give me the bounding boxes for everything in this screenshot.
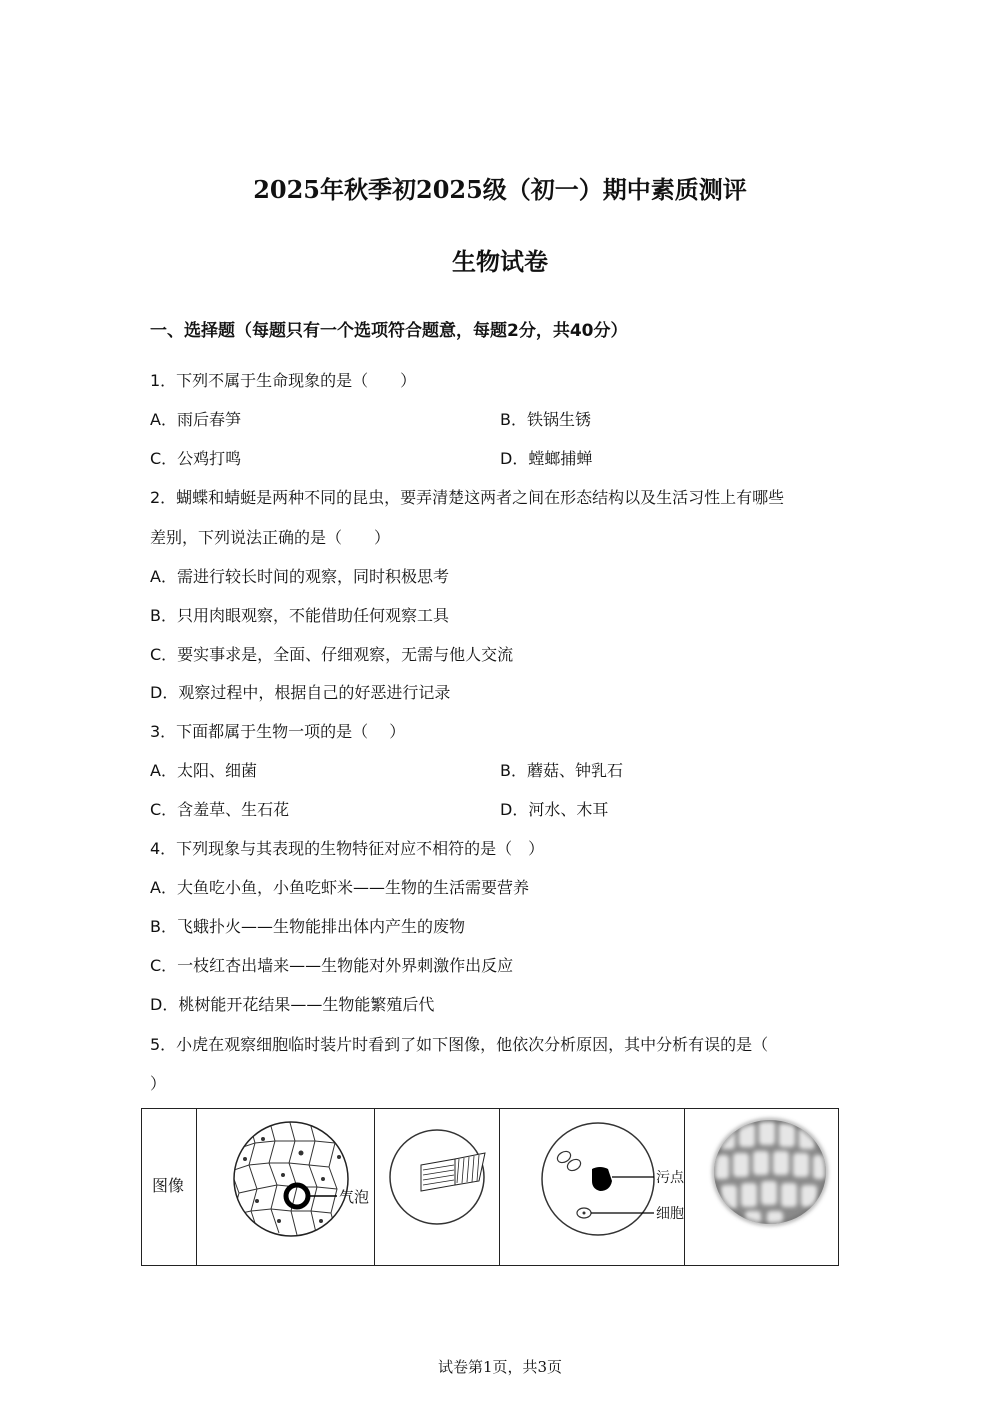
question-1-option-a: A．雨后春笋 xyxy=(150,410,241,429)
table-row-label: 图像 xyxy=(152,1176,185,1195)
question-5-stem-line-2: ） xyxy=(150,1074,167,1093)
image-cell-1 xyxy=(196,1109,375,1265)
image-table xyxy=(141,1108,839,1266)
question-3-stem: 3．下面都属于生物一项的是（ ） xyxy=(150,722,406,741)
table-right-border xyxy=(838,1109,839,1265)
onion-cells-with-bubble-figure xyxy=(197,1109,375,1265)
bubble-label: 气泡 xyxy=(339,1188,370,1206)
question-2-option-a: A．需进行较长时间的观察，同时积极思考 xyxy=(150,567,449,586)
question-2-stem-line-2: 差别，下列说法正确的是（ ） xyxy=(150,528,391,547)
image-cell-4 xyxy=(684,1109,840,1265)
cell-label: 细胞 xyxy=(656,1206,684,1222)
question-5-stem-line-1: 5．小虎在观察细胞临时装片时看到了如下图像，他依次分析原因，其中分析有误的是（ xyxy=(150,1035,769,1054)
question-4-stem: 4．下列现象与其表现的生物特征对应不相符的是（ ） xyxy=(150,839,545,858)
image-cell-2 xyxy=(374,1109,500,1265)
question-3-option-a: A．太阳、细菌 xyxy=(150,761,257,780)
question-3-option-b: B．蘑菇、钟乳石 xyxy=(500,761,623,780)
question-4-option-b: B．飞蛾扑火——生物能排出体内产生的废物 xyxy=(150,917,465,936)
stain-label: 污点 xyxy=(656,1170,684,1186)
question-2-option-b: B．只用肉眼观察，不能借助任何观察工具 xyxy=(150,606,449,625)
blurry-cells-figure xyxy=(685,1109,840,1265)
question-2-option-c: C．要实事求是，全面、仔细观察，无需与他人交流 xyxy=(150,645,514,664)
stain-and-cell-figure xyxy=(500,1109,685,1265)
table-label-cell xyxy=(141,1109,197,1265)
question-4-option-a: A．大鱼吃小鱼，小鱼吃虾米——生物的生活需要营养 xyxy=(150,878,529,897)
question-1-option-d: D．螳螂捕蝉 xyxy=(500,449,593,468)
question-1-stem: 1．下列不属于生命现象的是（ ） xyxy=(150,371,417,390)
image-cell-3 xyxy=(499,1109,685,1265)
question-4-option-d: D．桃树能开花结果——生物能繁殖后代 xyxy=(150,995,435,1014)
exam-title: 2025年秋季初2025级（初一）期中素质测评 xyxy=(253,175,747,204)
question-1-option-c: C．公鸡打鸣 xyxy=(150,449,242,468)
question-4-option-c: C．一枝红杏出墙来——生物能对外界刺激作出反应 xyxy=(150,956,514,975)
question-1-option-b: B．铁锅生锈 xyxy=(500,410,591,429)
page-footer: 试卷第1页，共3页 xyxy=(437,1358,563,1376)
question-2-stem-line-1: 2．蝴蝶和蜻蜓是两种不同的昆虫，要弄清楚这两者之间在形态结构以及生活习性上有哪些 xyxy=(150,488,785,507)
exam-subtitle: 生物试卷 xyxy=(452,247,548,276)
question-3-option-d: D．河水、木耳 xyxy=(500,800,609,819)
question-2-option-d: D．观察过程中，根据自己的好恶进行记录 xyxy=(150,683,451,702)
question-3-option-c: C．含羞草、生石花 xyxy=(150,800,290,819)
overlapping-tissue-figure xyxy=(375,1109,500,1265)
section-heading: 一、选择题（每题只有一个选项符合题意，每题2分，共40分） xyxy=(150,321,628,341)
